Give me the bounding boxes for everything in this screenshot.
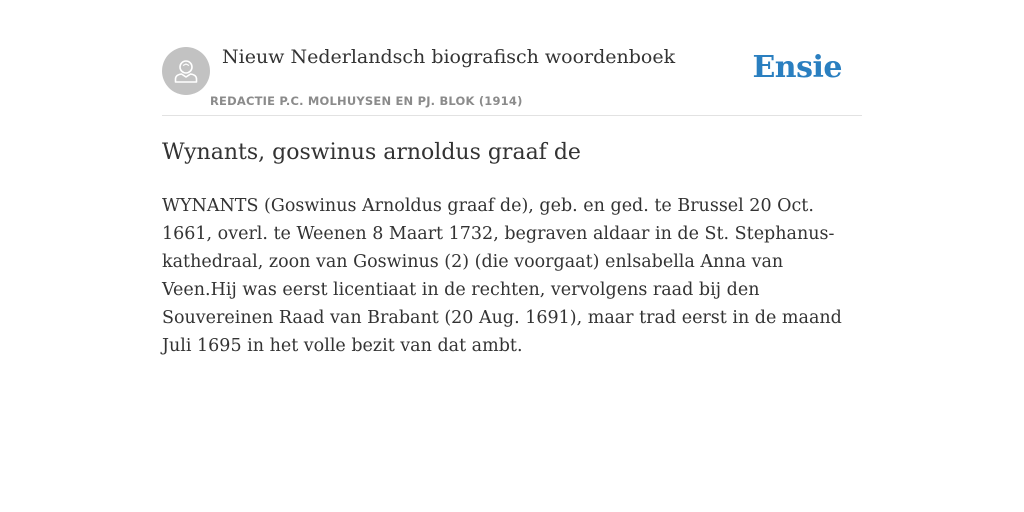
person-icon (171, 56, 201, 86)
book-editors: REDACTIE P.C. MOLHUYSEN EN PJ. BLOK (1914) (210, 94, 523, 108)
book-title[interactable]: Nieuw Nederlandsch biografisch woordenboek (222, 46, 676, 68)
avatar[interactable] (162, 47, 210, 95)
book-header (162, 0, 862, 116)
article-card (162, 0, 862, 356)
entry-body: WYNANTS (Goswinus Arnoldus graaf de), geb. en ged. te Brussel 20 Oct. 1661, overl. te Weenen 8 Maart 1732, begraven aldaar in de St. Stephanus-kathedraal, zoon van Goswinus (2) (die voorgaat) enlsabella Anna van Veen.Hij was eerst licentiaat in de rechten, vervolgens raad bij den Souvereinen Raad van Brabant (20 Aug. 1691), maar trad eerst in de maand Juli 1695 in het volle bezit van dat ambt. (162, 196, 842, 356)
brand-logo[interactable]: Ensie (752, 50, 842, 85)
entry-title: Wynants, goswinus arnoldus graaf de (162, 140, 581, 165)
